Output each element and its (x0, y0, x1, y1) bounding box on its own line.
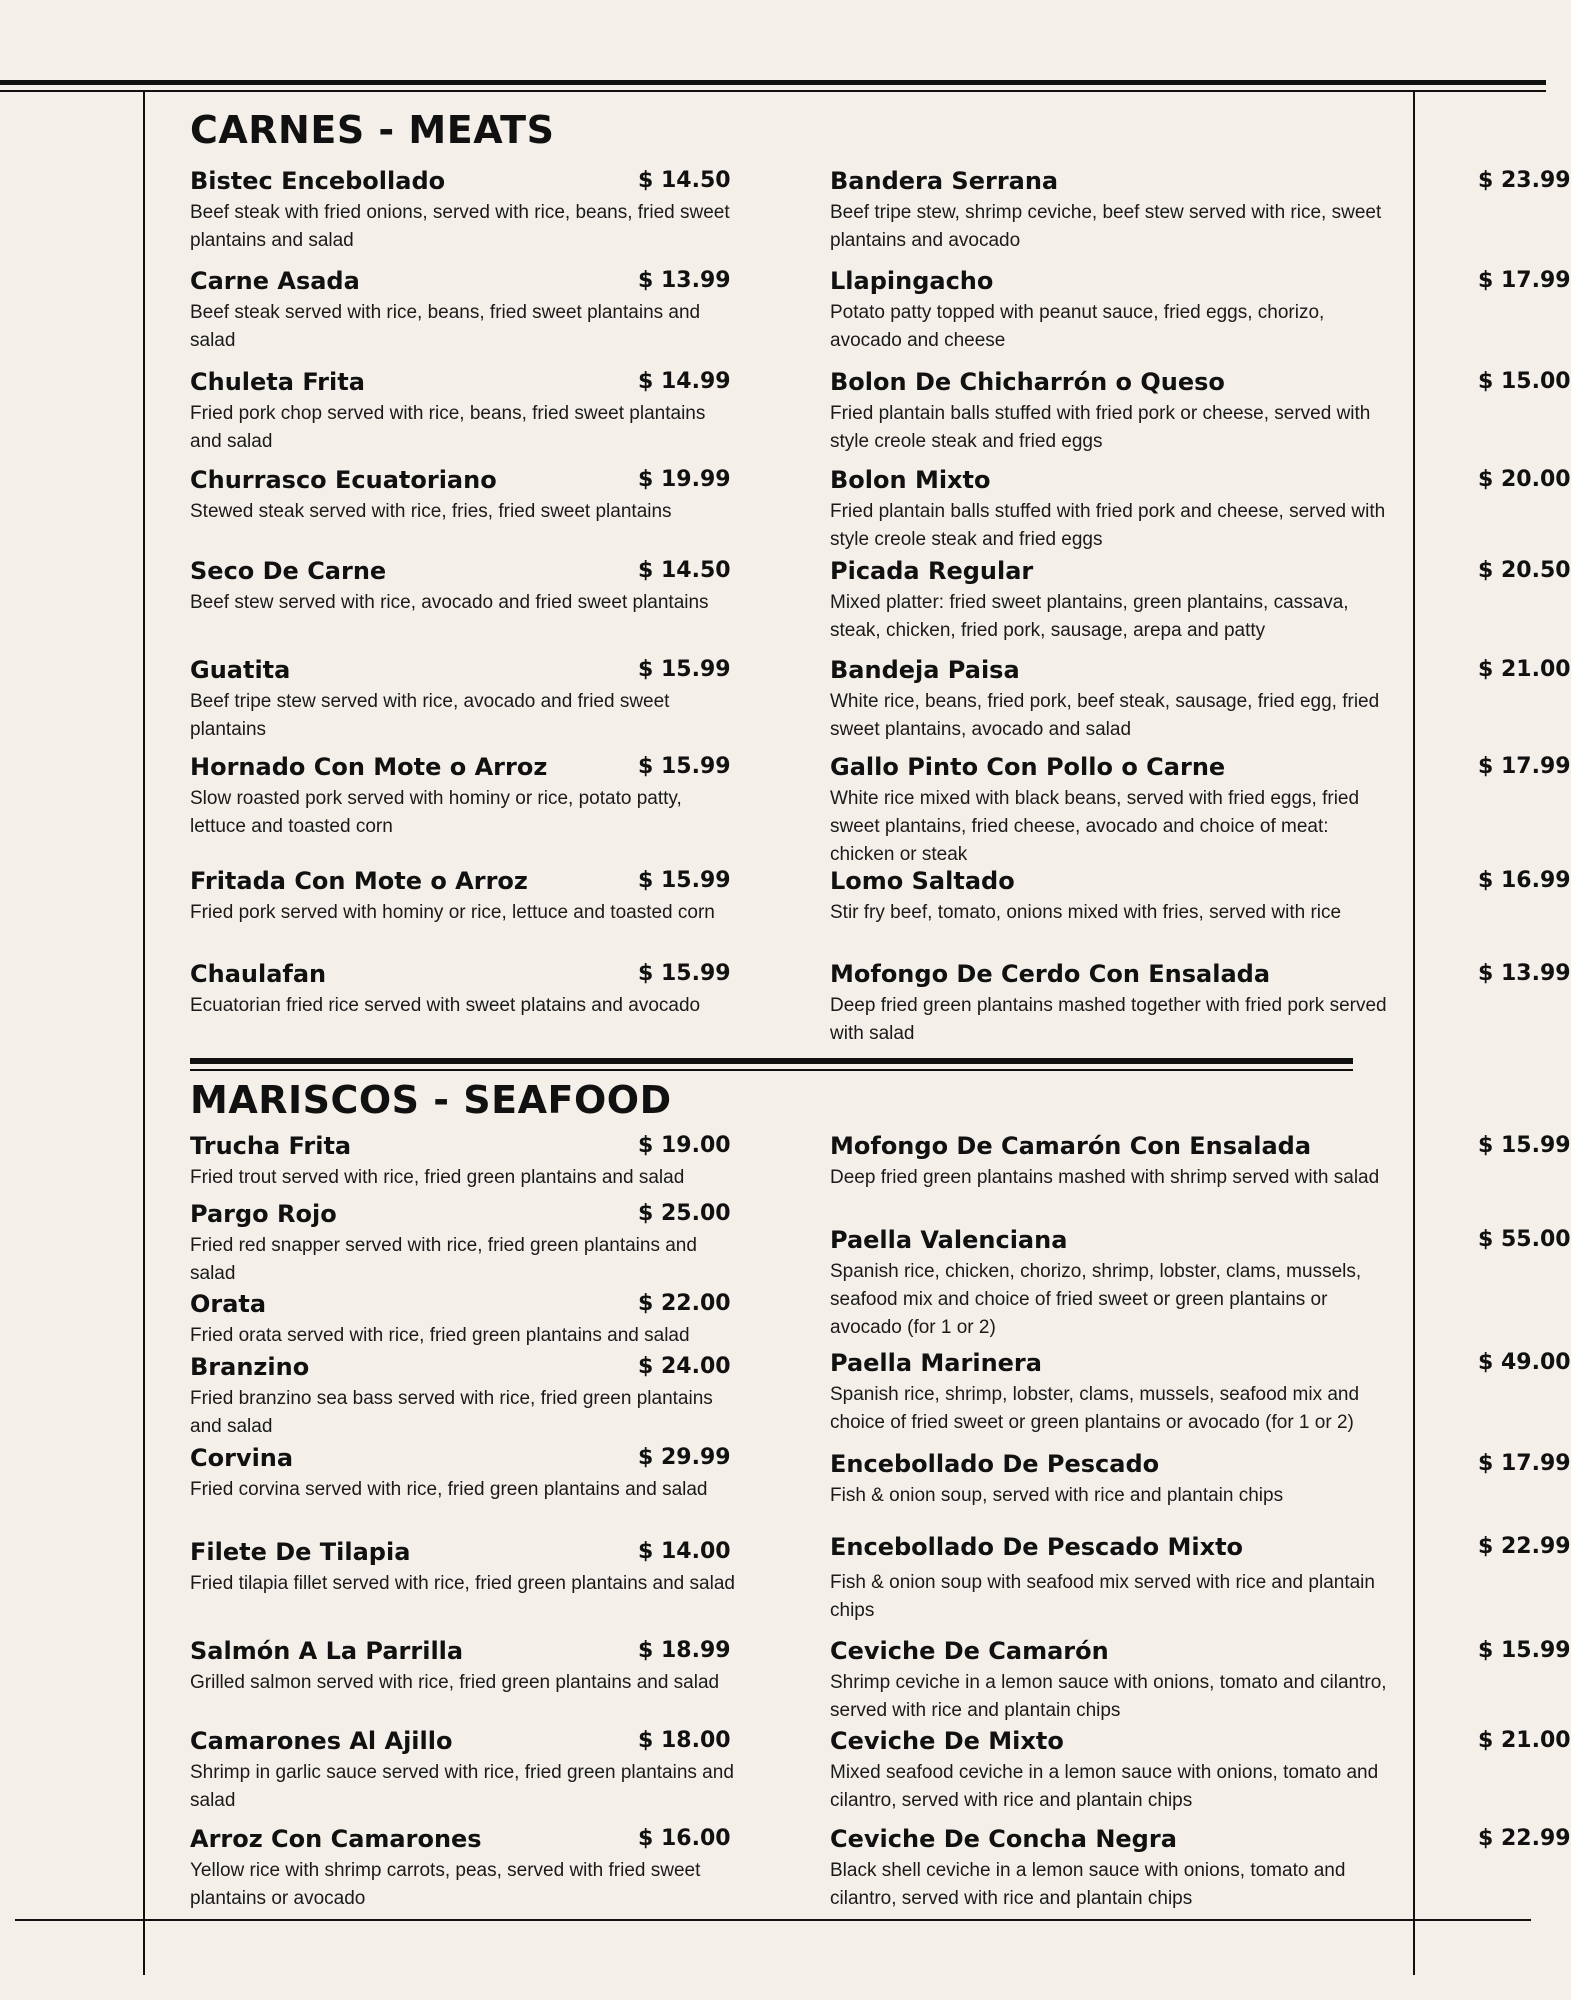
menu-item-description: Shrimp ceviche in a lemon sauce with onions, tomato and cilantro, served with rice and plantain chips (830, 1672, 1387, 1721)
menu-item-description: Fish & onion soup, served with rice and plantain chips (830, 1485, 1284, 1506)
seafood-section (190, 1078, 1571, 1918)
menu-item-name: Ceviche De Concha Negra (830, 1825, 1177, 1853)
menu-item-price: $ 15.99 (1478, 1638, 1571, 1663)
menu-item-name: Gallo Pinto Con Pollo o Carne (830, 753, 1226, 781)
menu-item-price: $ 15.00 (1478, 369, 1571, 394)
menu-item-name: Picada Regular (830, 557, 1034, 585)
menu-item-name: Encebollado De Pescado (830, 1450, 1160, 1478)
menu-item-description: Fried pork chop served with rice, beans, fried sweet plantains and salad (190, 403, 706, 452)
menu-item-description: Fried trout served with rice, fried green plantains and salad (190, 1167, 685, 1188)
section-divider-thin (190, 1069, 1353, 1071)
menu-item-description: Black shell ceviche in a lemon sauce with onions, tomato and cilantro, served with rice and plantain chips (830, 1860, 1346, 1909)
meats-section (190, 108, 1571, 1048)
menu-item-description: Fried corvina served with rice, fried green plantains and salad (190, 1479, 708, 1500)
menu-item-price: $ 15.99 (638, 754, 731, 779)
menu-item-price: $ 29.99 (638, 1445, 731, 1470)
menu-item-name: Ceviche De Camarón (830, 1637, 1109, 1665)
menu-item-description: White rice mixed with black beans, served with fried eggs, fried sweet plantains, fried cheese, avocado and choice of meat: chicken or steak (830, 788, 1360, 865)
menu-item-name: Orata (190, 1290, 267, 1318)
menu-item-price: $ 15.99 (638, 961, 731, 986)
menu-item-name: Seco De Carne (190, 557, 387, 585)
menu-item-name: Trucha Frita (190, 1132, 352, 1160)
menu-item-name: Paella Valenciana (830, 1226, 1068, 1254)
meats-section-title: CARNES - MEATS (190, 108, 555, 152)
menu-item-price: $ 16.99 (1478, 868, 1571, 893)
menu-item-price: $ 21.00 (1478, 1728, 1571, 1753)
menu-item-price: $ 19.00 (638, 1133, 731, 1158)
menu-item-name: Salmón A La Parrilla (190, 1637, 464, 1665)
menu-item-description: Fried orata served with rice, fried green plantains and salad (190, 1325, 690, 1346)
menu-item-price: $ 16.00 (638, 1826, 731, 1851)
menu-item-description: Beef tripe stew served with rice, avocado and fried sweet plantains (190, 691, 670, 740)
menu-item-description: Beef tripe stew, shrimp ceviche, beef stew served with rice, sweet plantains and avocado (830, 202, 1382, 251)
menu-item-name: Bolon De Chicharrón o Queso (830, 368, 1225, 396)
menu-item-price: $ 49.00 (1478, 1350, 1571, 1375)
top-rule-thin (0, 90, 1546, 92)
menu-item-price: $ 22.00 (638, 1291, 731, 1316)
menu-item-name: Llapingacho (830, 267, 994, 295)
menu-item-price: $ 13.99 (638, 268, 731, 293)
menu-item-description: Fried tilapia fillet served with rice, fried green plantains and salad (190, 1573, 735, 1594)
menu-item-price: $ 20.00 (1478, 467, 1571, 492)
menu-item-name: Bandeja Paisa (830, 656, 1020, 684)
menu-item-name: Camarones Al Ajillo (190, 1727, 453, 1755)
menu-item-price: $ 19.99 (638, 467, 731, 492)
menu-item-description: White rice, beans, fried pork, beef steak, sausage, fried egg, fried sweet plantains, avocado and salad (830, 691, 1380, 740)
menu-item-description: Fried plantain balls stuffed with fried pork or cheese, served with style creole steak and fried eggs (830, 403, 1371, 452)
menu-item-price: $ 21.00 (1478, 657, 1571, 682)
menu-item-description: Fried branzino sea bass served with rice, fried green plantains and salad (190, 1388, 713, 1437)
menu-item-name: Chaulafan (190, 960, 327, 988)
menu-item-description: Potato patty topped with peanut sauce, fried eggs, chorizo, avocado and cheese (830, 302, 1325, 351)
menu-item-name: Mofongo De Cerdo Con Ensalada (830, 960, 1271, 988)
menu-item-name: Corvina (190, 1444, 294, 1472)
menu-item-price: $ 17.99 (1478, 754, 1571, 779)
seafood-section-title: MARISCOS - SEAFOOD (190, 1078, 672, 1122)
menu-item-name: Carne Asada (190, 267, 360, 295)
menu-item-description: Fried pork served with hominy or rice, lettuce and toasted corn (190, 902, 715, 923)
menu-item-description: Beef stew served with rice, avocado and fried sweet plantains (190, 592, 709, 613)
menu-item-price: $ 18.00 (638, 1728, 731, 1753)
menu-item-price: $ 55.00 (1478, 1227, 1571, 1252)
menu-item-price: $ 14.50 (638, 558, 731, 583)
menu-item-price: $ 18.99 (638, 1638, 731, 1663)
menu-item-name: Bistec Encebollado (190, 167, 446, 195)
menu-item-name: Arroz Con Camarones (190, 1825, 482, 1853)
top-rule-thick (0, 80, 1546, 85)
bottom-rule (15, 1919, 1531, 1921)
menu-item-price: $ 25.00 (638, 1201, 731, 1226)
menu-item-price: $ 17.99 (1478, 268, 1571, 293)
menu-item-name: Guatita (190, 656, 291, 684)
menu-item-description: Yellow rice with shrimp carrots, peas, served with fried sweet plantains or avocado (190, 1860, 701, 1909)
menu-item-price: $ 14.00 (638, 1539, 731, 1564)
menu-item-description: Deep fried green plantains mashed with shrimp served with salad (830, 1167, 1380, 1188)
menu-item-description: Stewed steak served with rice, fries, fried sweet plantains (190, 501, 672, 522)
menu-item-name: Bolon Mixto (830, 466, 991, 494)
section-divider-thick (190, 1058, 1353, 1064)
menu-item-price: $ 24.00 (638, 1354, 731, 1379)
menu-item-description: Spanish rice, chicken, chorizo, shrimp, lobster, clams, mussels, seafood mix and choice of fried sweet or green plantains or avocado (for 1 or 2) (830, 1261, 1362, 1338)
menu-item-name: Lomo Saltado (830, 867, 1015, 895)
menu-item-description: Beef steak served with rice, beans, fried sweet plantains and salad (190, 302, 701, 351)
menu-item-price: $ 15.99 (1478, 1133, 1571, 1158)
menu-item-price: $ 17.99 (1478, 1451, 1571, 1476)
menu-item-name: Ceviche De Mixto (830, 1727, 1064, 1755)
menu-item-name: Chuleta Frita (190, 368, 365, 396)
menu-item-description: Deep fried green plantains mashed together with fried pork served with salad (830, 995, 1387, 1044)
menu-item-description: Shrimp in garlic sauce served with rice, fried green plantains and salad (190, 1762, 734, 1811)
menu-item-description: Mixed seafood ceviche in a lemon sauce with onions, tomato and cilantro, served with rice and plantain chips (830, 1762, 1379, 1811)
menu-item-name: Fritada Con Mote o Arroz (190, 867, 528, 895)
menu-item-name: Filete De Tilapia (190, 1538, 411, 1566)
menu-item-description: Fish & onion soup with seafood mix served with rice and plantain chips (830, 1572, 1375, 1621)
menu-item-price: $ 14.50 (638, 168, 731, 193)
menu-item-description: Stir fry beef, tomato, onions mixed with fries, served with rice (830, 902, 1342, 923)
menu-item-price: $ 22.99 (1478, 1534, 1571, 1559)
menu-item-description: Ecuatorian fried rice served with sweet platains and avocado (190, 995, 701, 1016)
menu-item-name: Branzino (190, 1353, 310, 1381)
left-vertical-rule (143, 92, 145, 1975)
menu-item-price: $ 14.99 (638, 369, 731, 394)
menu-item-name: Encebollado De Pescado Mixto (830, 1533, 1244, 1561)
menu-item-description: Spanish rice, shrimp, lobster, clams, mussels, seafood mix and choice of fried sweet or green plantains or avocado (for 1 or 2) (830, 1384, 1360, 1433)
menu-item-description: Slow roasted pork served with hominy or rice, potato patty, lettuce and toasted corn (190, 788, 682, 837)
menu-item-price: $ 13.99 (1478, 961, 1571, 986)
menu-item-price: $ 22.99 (1478, 1826, 1571, 1851)
menu-item-name: Churrasco Ecuatoriano (190, 466, 497, 494)
menu-item-price: $ 15.99 (638, 868, 731, 893)
menu-item-name: Pargo Rojo (190, 1200, 337, 1228)
menu-item-price: $ 15.99 (638, 657, 731, 682)
menu-item-price: $ 23.99 (1478, 168, 1571, 193)
menu-item-name: Bandera Serrana (830, 167, 1059, 195)
menu-item-description: Grilled salmon served with rice, fried green plantains and salad (190, 1672, 720, 1693)
menu-item-price: $ 20.50 (1478, 558, 1571, 583)
right-vertical-rule (1413, 92, 1415, 1975)
menu-item-description: Fried red snapper served with rice, fried green plantains and salad (190, 1235, 697, 1284)
menu-item-name: Hornado Con Mote o Arroz (190, 753, 548, 781)
menu-item-description: Fried plantain balls stuffed with fried pork and cheese, served with style creole steak and fried eggs (830, 501, 1386, 550)
menu-item-description: Beef steak with fried onions, served with rice, beans, fried sweet plantains and salad (190, 202, 730, 251)
menu-item-name: Paella Marinera (830, 1349, 1042, 1377)
menu-item-name: Mofongo De Camarón Con Ensalada (830, 1132, 1312, 1160)
menu-item-description: Mixed platter: fried sweet plantains, green plantains, cassava, steak, chicken, fried pork, sausage, arepa and patty (830, 592, 1349, 641)
